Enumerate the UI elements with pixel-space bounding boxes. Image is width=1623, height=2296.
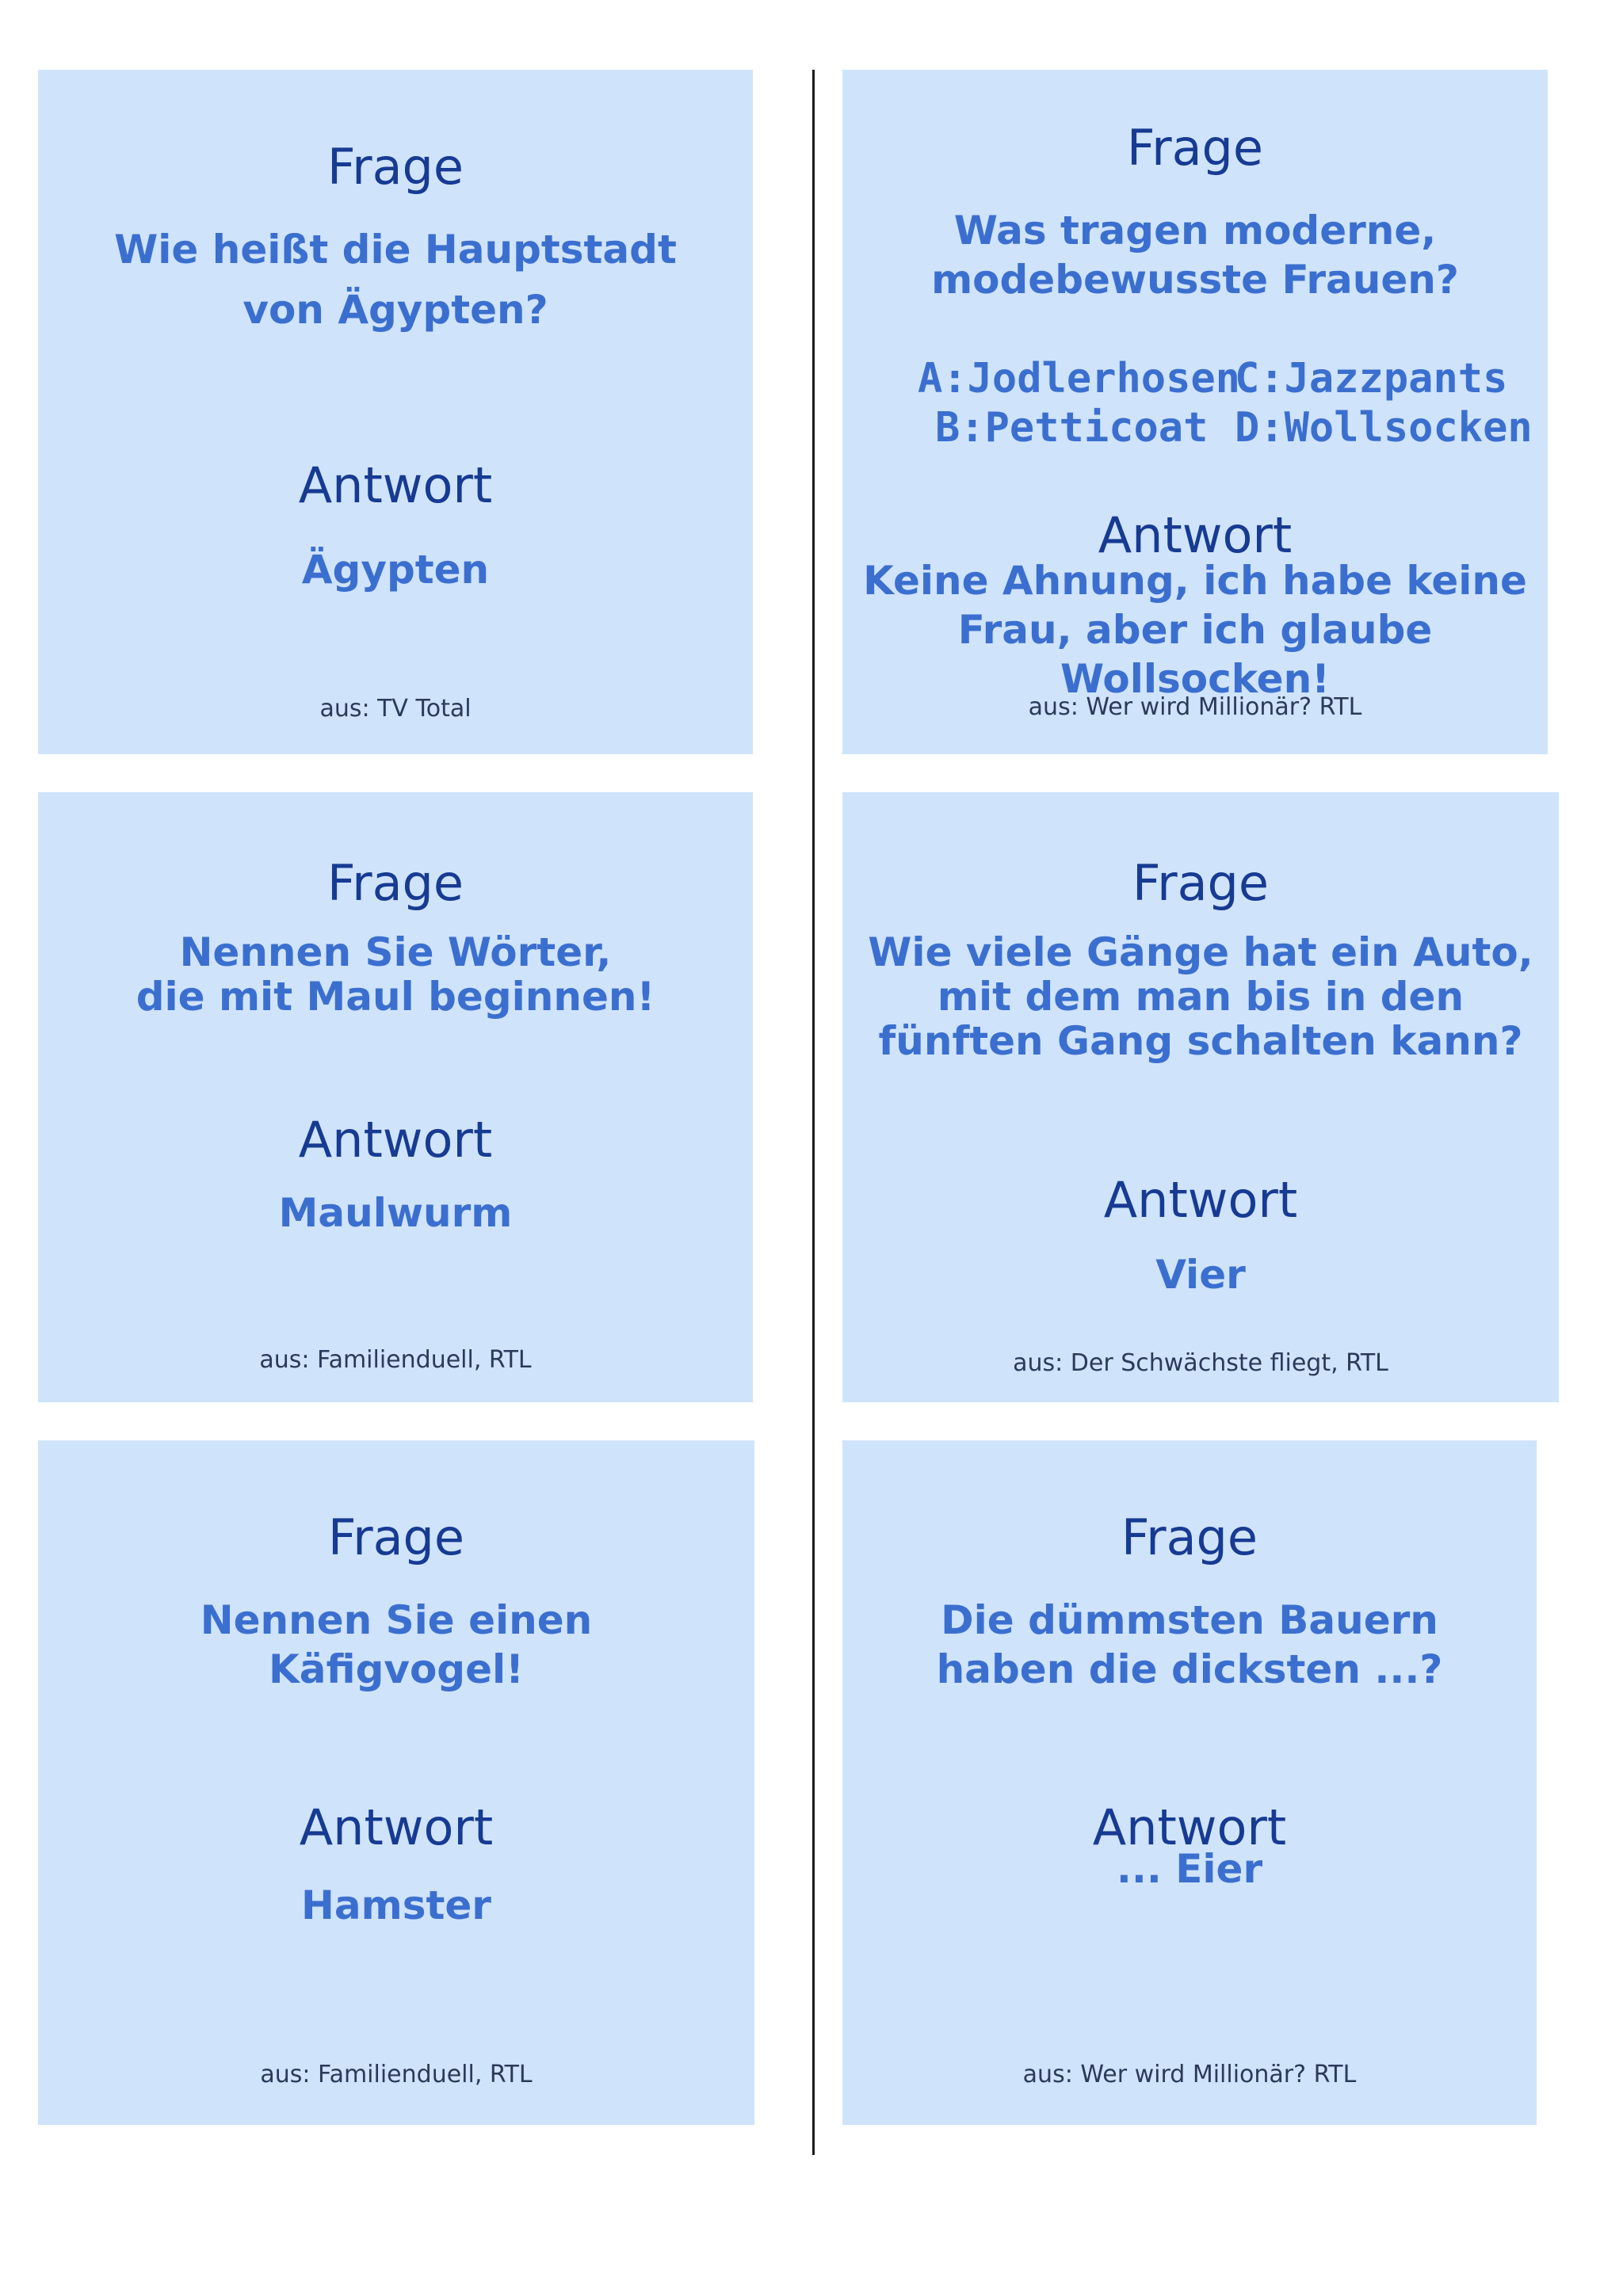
- question-text: [842, 1596, 1537, 1694]
- answer-heading: Antwort: [1103, 1171, 1298, 1229]
- answer-text: [842, 556, 1548, 704]
- question-line: haben die dicksten ...?: [936, 1646, 1443, 1692]
- source-note: aus: TV Total: [319, 695, 472, 723]
- question-text: [842, 930, 1559, 1063]
- question-heading: Frage: [1126, 119, 1264, 177]
- answer-heading: Antwort: [298, 456, 493, 514]
- question-text: [38, 930, 753, 1019]
- answer-text: [842, 1250, 1559, 1299]
- question-line: fünften Gang schalten kann?: [878, 1018, 1523, 1064]
- question-line: die mit Maul beginnen!: [136, 974, 655, 1020]
- source-note: aus: Familienduell, RTL: [260, 2061, 533, 2088]
- question-line: Was tragen moderne,: [953, 208, 1437, 254]
- center-cut-line: [812, 70, 815, 2155]
- question-text: [38, 225, 753, 334]
- quiz-card-6: [842, 1440, 1537, 2125]
- source-note: aus: Wer wird Millionär? RTL: [1022, 2061, 1357, 2088]
- answer-heading: Antwort: [1092, 1798, 1287, 1856]
- question-heading: Frage: [1121, 1508, 1258, 1566]
- question-heading: Frage: [327, 1508, 465, 1566]
- question-text: [38, 1596, 754, 1694]
- answer-heading: Antwort: [299, 1798, 494, 1856]
- quiz-card-1: [38, 70, 753, 754]
- answer-line: Hamster: [301, 1882, 491, 1928]
- answer-line: Ägypten: [301, 547, 490, 593]
- answer-line: ... Eier: [1116, 1846, 1263, 1892]
- question-line: mit dem man bis in den: [937, 974, 1465, 1020]
- answer-line: Vier: [1155, 1252, 1246, 1298]
- question-line: Nennen Sie Wörter,: [179, 929, 612, 975]
- quiz-card-3: [38, 792, 753, 1402]
- question-line: von Ägypten?: [242, 287, 548, 333]
- question-line: Wie heißt die Hauptstadt: [114, 227, 677, 273]
- answer-line: Keine Ahnung, ich habe keine: [863, 558, 1527, 604]
- question-heading: Frage: [327, 854, 464, 912]
- question-line: modebewusste Frauen?: [931, 257, 1459, 303]
- question-line: Käfigvogel!: [269, 1646, 524, 1692]
- question-heading: Frage: [1132, 854, 1270, 912]
- answer-heading: Antwort: [298, 1111, 493, 1169]
- answer-option-d: D:Wollsocken: [1235, 404, 1533, 452]
- answer-option-a: A:Jodlerhosen: [918, 355, 1240, 402]
- answer-line: Frau, aber ich glaube Wollsocken!: [957, 607, 1433, 702]
- question-line: Nennen Sie einen: [200, 1597, 593, 1643]
- question-heading: Frage: [327, 138, 464, 196]
- answer-heading: Antwort: [1098, 506, 1293, 564]
- answer-text: [38, 545, 753, 594]
- answer-text: [38, 1188, 753, 1238]
- answer-text: [38, 1881, 754, 1930]
- source-note: aus: Familienduell, RTL: [259, 1346, 532, 1374]
- answer-line: Maulwurm: [278, 1190, 513, 1236]
- quiz-card-4: [842, 792, 1559, 1402]
- source-note: aus: Wer wird Millionär? RTL: [1028, 693, 1362, 721]
- question-line: Wie viele Gänge hat ein Auto,: [868, 929, 1533, 975]
- question-text: [842, 206, 1548, 304]
- source-note: aus: Der Schwächste fliegt, RTL: [1013, 1349, 1388, 1377]
- question-line: Die dümmsten Bauern: [941, 1597, 1438, 1643]
- answer-option-b: B:Petticoat: [935, 404, 1209, 452]
- quiz-card-5: [38, 1440, 754, 2125]
- answer-option-c: C:Jazzpants: [1235, 355, 1508, 402]
- answer-text: [842, 1844, 1537, 1894]
